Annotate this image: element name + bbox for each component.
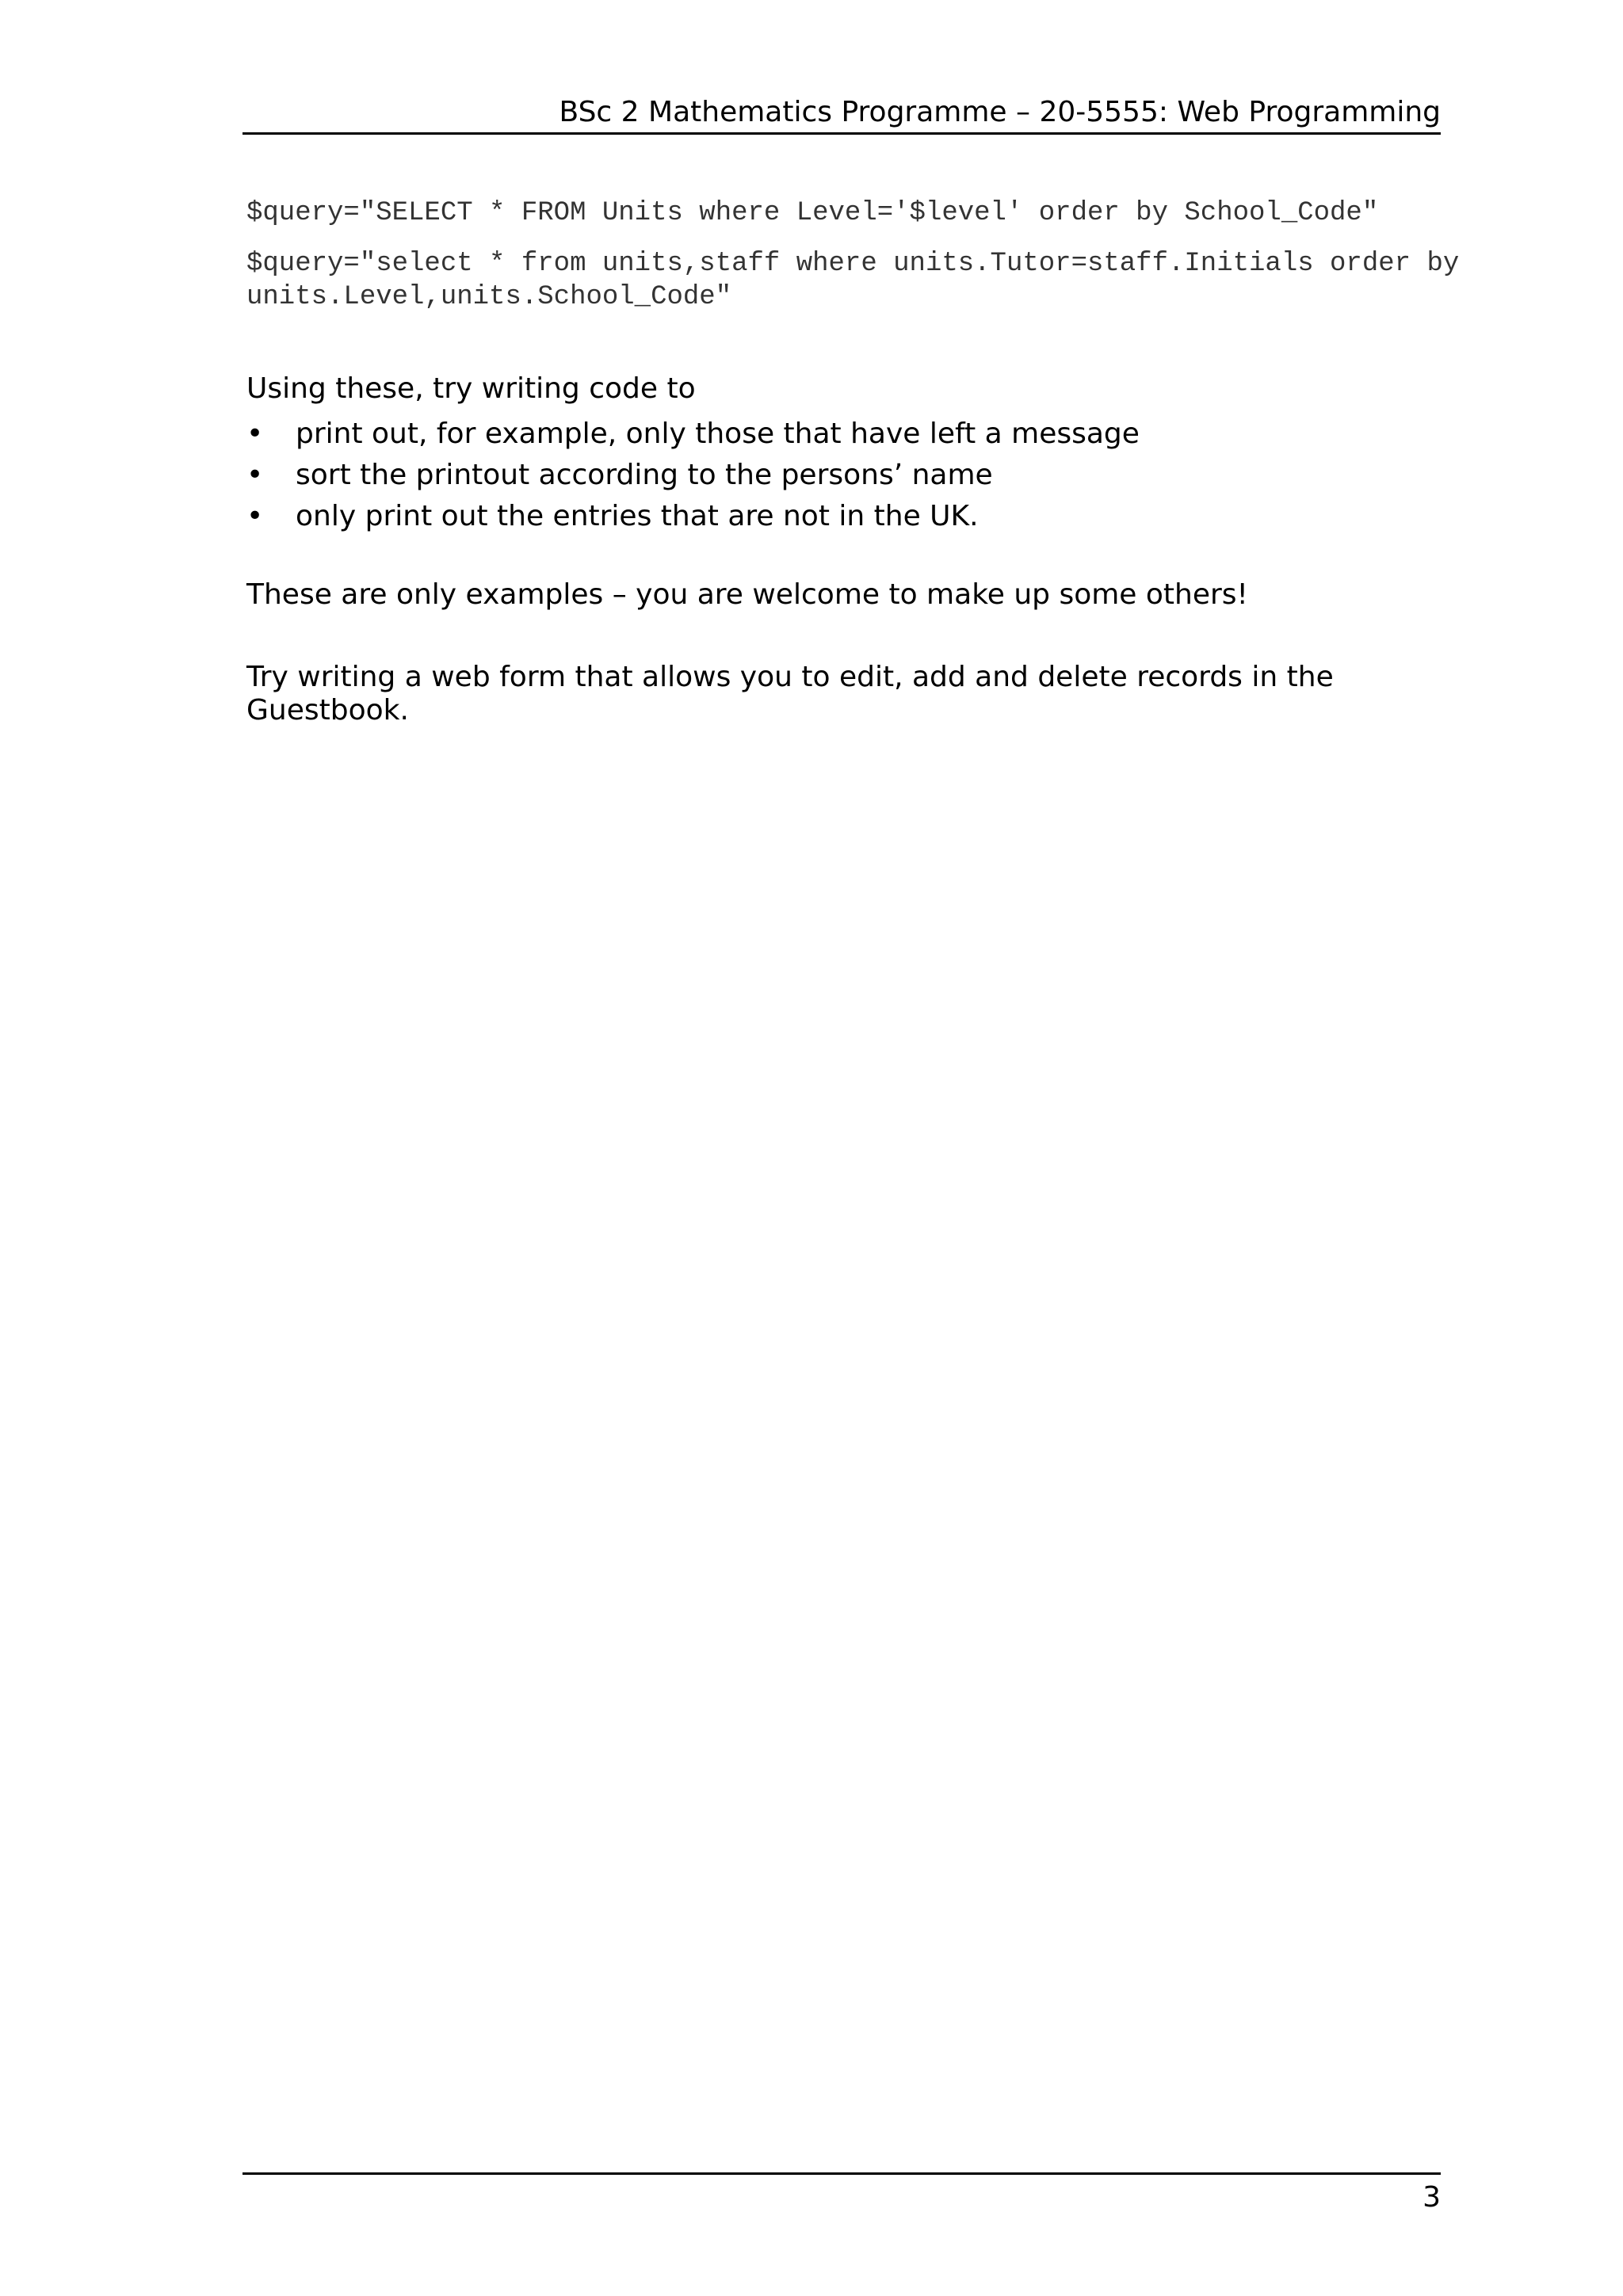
code-query-1: $query="SELECT * FROM Units where Level='$level' order by School_Code" bbox=[246, 198, 1379, 228]
bullet-icon: • bbox=[246, 500, 264, 532]
intro-paragraph: Using these, try writing code to bbox=[246, 372, 696, 405]
examples-paragraph: These are only examples – you are welcome to make up some others! bbox=[246, 578, 1248, 611]
header-divider bbox=[242, 132, 1441, 135]
bullet-icon: • bbox=[246, 418, 264, 450]
list-item-text: print out, for example, only those that have left a message bbox=[296, 418, 1140, 450]
list-item bbox=[246, 455, 1140, 496]
page-number: 3 bbox=[1423, 2181, 1441, 2214]
page-header-title: BSc 2 Mathematics Programme – 20-5555: Web Programming bbox=[559, 96, 1441, 128]
list-item-text: sort the printout according to the persons’ name bbox=[296, 459, 993, 491]
list-item bbox=[246, 414, 1140, 455]
code-query-2: $query="select * from units,staff where units.Tutor=staff.Initials order by units.Level,units.School_Code" bbox=[246, 249, 1476, 312]
footer-divider bbox=[242, 2172, 1441, 2175]
web-form-paragraph: Try writing a web form that allows you to edit, add and delete records in the Guestbook. bbox=[246, 661, 1334, 727]
list-item-text: only print out the entries that are not in the UK. bbox=[296, 500, 979, 532]
bullet-icon: • bbox=[246, 459, 264, 491]
task-bullet-list bbox=[246, 414, 1140, 537]
list-item bbox=[246, 496, 1140, 537]
